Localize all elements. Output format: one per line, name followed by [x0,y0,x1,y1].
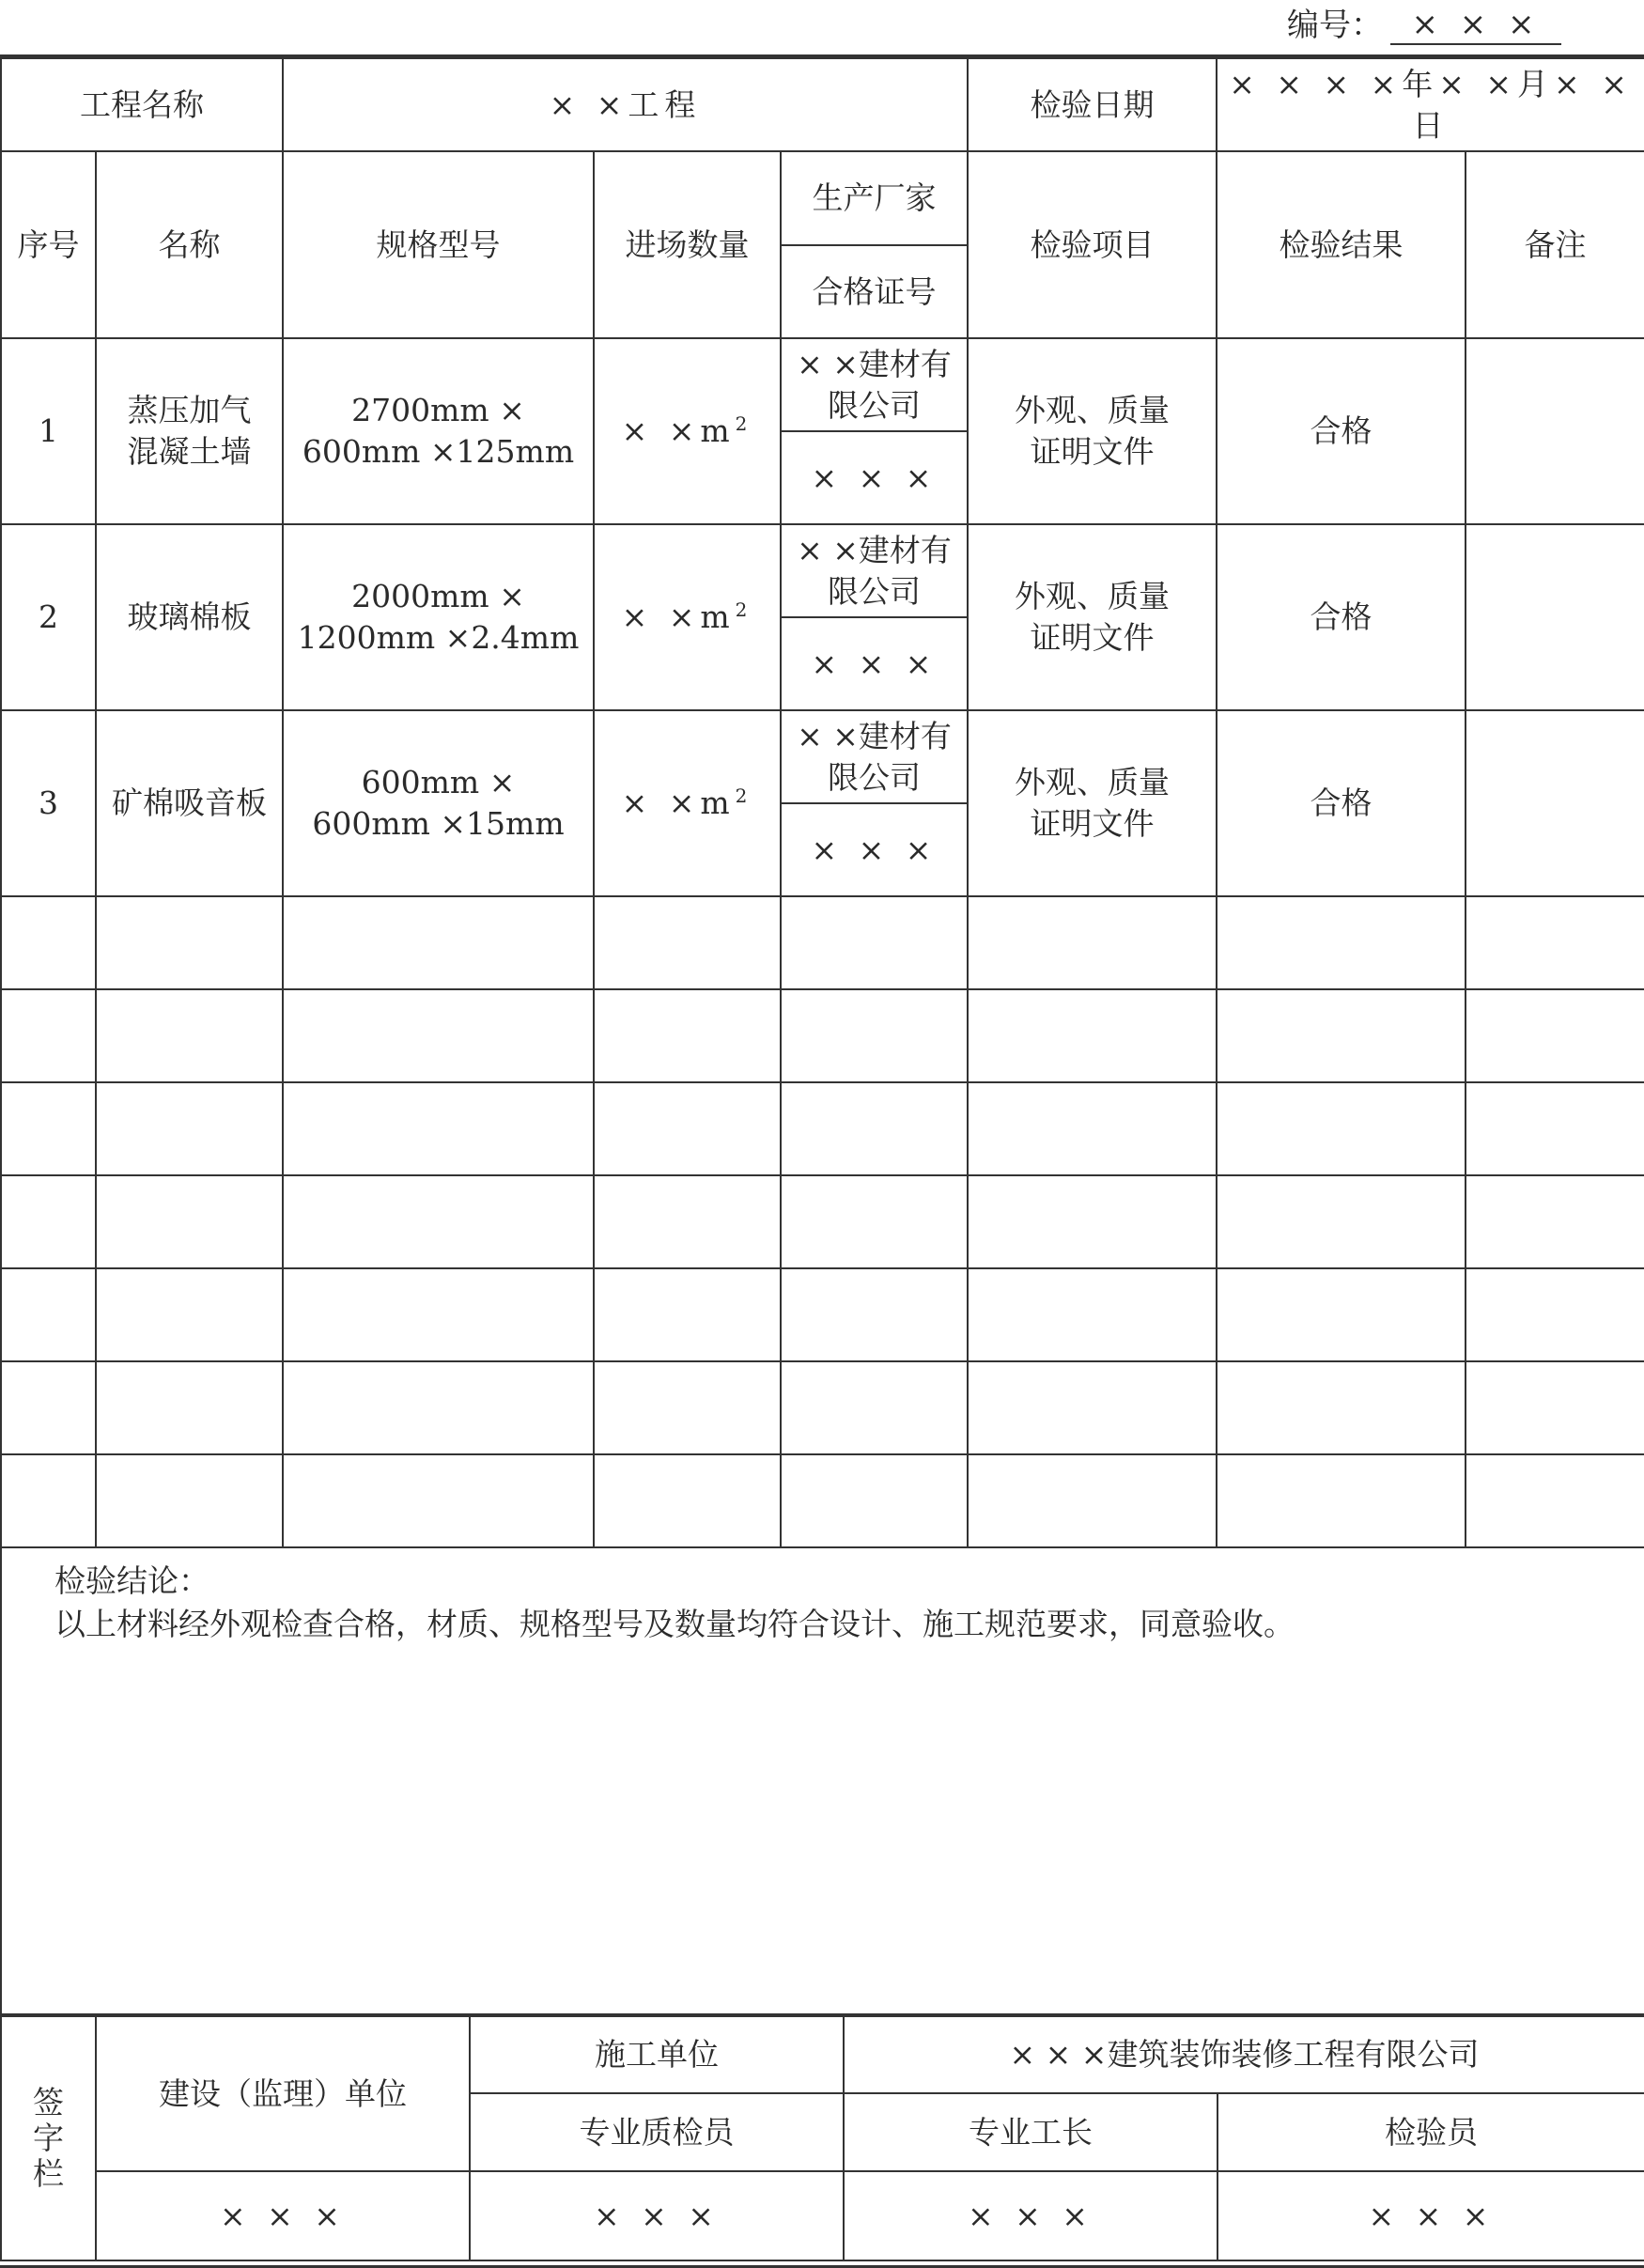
row-item-line1: 外观、质量 [1015,764,1171,800]
inspector-label: 检验员 [1217,2093,1644,2171]
col-remark: 备注 [1466,151,1644,338]
table-row [1,710,1644,803]
signature-label-char1: 签 [33,2084,64,2120]
supervisor-label: 建设（监理）单位 [96,2016,470,2171]
row-spec [283,710,594,896]
serial-label: 编号： [1287,7,1383,44]
row-item-line2: 证明文件 [1030,619,1155,656]
foreman-label: 专业工长 [844,2093,1217,2171]
row-name-line1: 玻璃棉板 [127,598,252,635]
row-remark [1466,710,1644,896]
row-spec-line1: 600mm × [361,764,516,800]
row-qty-exponent: 2 [735,598,753,621]
row-maker [781,710,968,803]
serial-value: × × × [1390,6,1561,45]
row-name [96,338,283,524]
supervisor-sign: × × × [96,2171,470,2260]
row-qty [594,524,781,710]
row-qty-value: × ×m [621,598,736,635]
col-no: 序号 [1,151,96,338]
row-spec-line1: 2000mm × [351,578,525,614]
conclusion-text: 以上材料经外观检查合格，材质、规格型号及数量均符合设计、施工规范要求，同意验收。 [54,1606,1295,1642]
signature-section-label [1,2016,96,2260]
inspection-form [0,54,1644,2268]
row-maker-line1: × ×建材有 [797,345,952,382]
row-no: 3 [1,710,96,896]
signature-label-char2: 字 [33,2120,64,2156]
row-result: 合格 [1217,338,1466,524]
empty-row [1,1268,1644,1361]
row-maker [781,524,968,617]
row-name-line1: 矿棉吸音板 [112,784,267,821]
row-name-line1: 蒸压加气 [127,392,252,428]
row-spec-line2: 600mm ×15mm [312,805,565,842]
date-value: × × × ×年× ×月× ×日 [1217,58,1644,151]
column-header-row [1,151,1644,245]
col-item: 检验项目 [968,151,1217,338]
row-maker-line2: 限公司 [828,572,921,610]
contractor-value: × × ×建筑装饰装修工程有限公司 [844,2016,1644,2093]
project-value: × ×工程 [283,58,968,151]
row-cert: × × × [781,803,968,896]
row-qty-value: × ×m [621,412,736,449]
row-item-line2: 证明文件 [1030,433,1155,470]
col-cert: 合格证号 [781,245,968,338]
col-spec: 规格型号 [283,151,594,338]
empty-row [1,1454,1644,1547]
row-name [96,710,283,896]
empty-row [1,989,1644,1082]
col-name: 名称 [96,151,283,338]
row-cert: × × × [781,431,968,524]
form-table [0,57,1644,2015]
table-row [1,338,1644,431]
foreman-sign: × × × [844,2171,1217,2260]
row-qty-exponent: 2 [735,412,753,435]
conclusion-label: 检验结论： [54,1562,209,1599]
date-label: 检验日期 [968,58,1217,151]
col-result: 检验结果 [1217,151,1466,338]
row-no: 2 [1,524,96,710]
inspector-sign: × × × [1217,2171,1644,2260]
project-label: 工程名称 [1,58,283,151]
conclusion-row [1,1547,1644,2014]
signature-table [0,2015,1644,2261]
row-maker-line1: × ×建材有 [797,531,952,568]
row-maker-line2: 限公司 [828,386,921,424]
contractor-label: 施工单位 [470,2016,844,2093]
row-result: 合格 [1217,710,1466,896]
empty-row [1,1082,1644,1175]
empty-row [1,1361,1644,1454]
qc-label: 专业质检员 [470,2093,844,2171]
row-qty [594,338,781,524]
col-qty: 进场数量 [594,151,781,338]
row-qty-exponent: 2 [735,784,753,807]
row-spec [283,524,594,710]
empty-row [1,1175,1644,1268]
row-item [968,710,1217,896]
row-spec-line1: 2700mm × [351,392,525,428]
signature-label-char3: 栏 [33,2155,64,2192]
row-name-line2: 混凝土墙 [127,433,252,470]
row-item [968,524,1217,710]
row-item [968,338,1217,524]
project-row [1,58,1644,151]
serial-number [1287,0,1561,45]
row-item-line1: 外观、质量 [1015,578,1171,614]
row-result: 合格 [1217,524,1466,710]
row-name [96,524,283,710]
col-maker: 生产厂家 [781,151,968,245]
empty-row [1,896,1644,989]
row-qty-value: × ×m [621,784,736,821]
qc-sign: × × × [470,2171,844,2260]
row-qty [594,710,781,896]
row-maker-line2: 限公司 [828,758,921,796]
table-row [1,524,1644,617]
row-item-line1: 外观、质量 [1015,392,1171,428]
row-spec-line2: 600mm ×125mm [302,433,575,470]
row-maker-line1: × ×建材有 [797,717,952,754]
row-maker [781,338,968,431]
conclusion-cell [1,1547,1644,2014]
row-spec [283,338,594,524]
row-no: 1 [1,338,96,524]
row-cert: × × × [781,617,968,710]
row-remark [1466,338,1644,524]
row-item-line2: 证明文件 [1030,805,1155,842]
row-spec-line2: 1200mm ×2.4mm [297,619,580,656]
row-remark [1466,524,1644,710]
